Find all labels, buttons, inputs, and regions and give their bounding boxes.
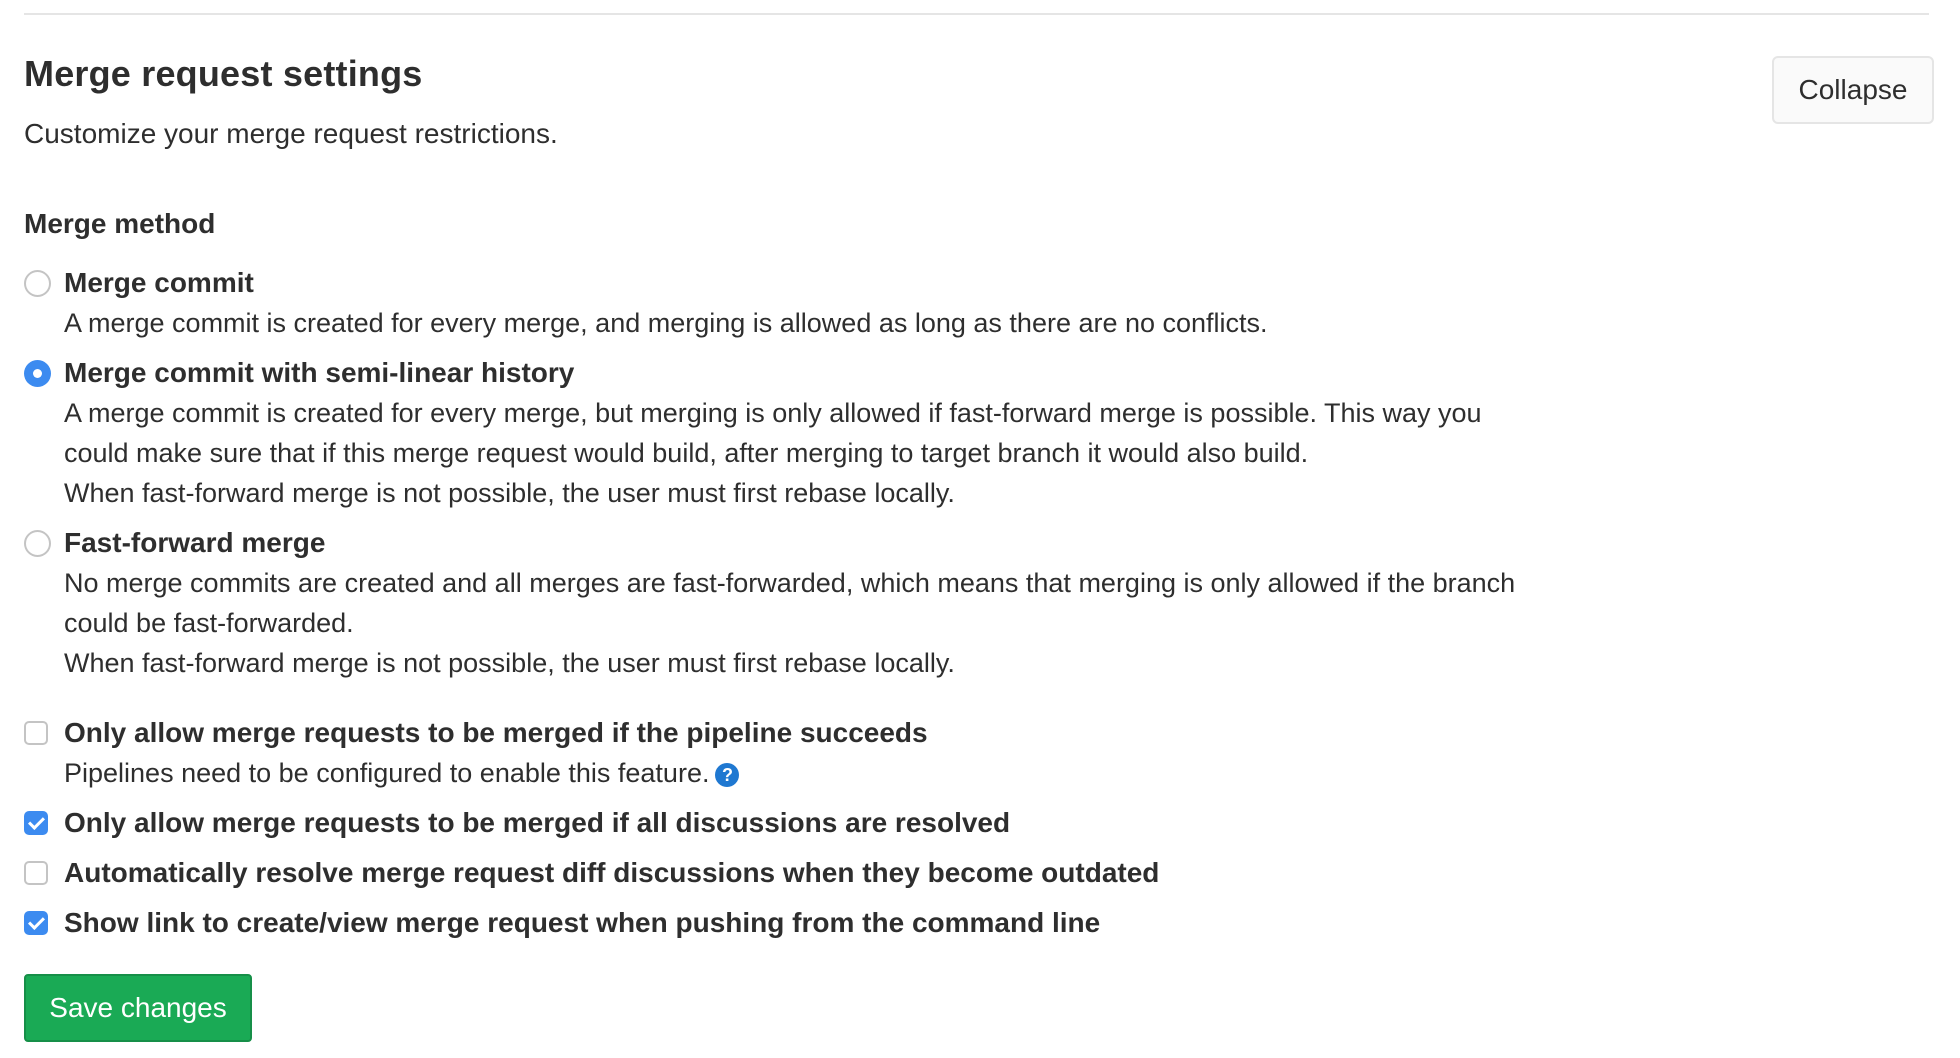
option-help-line: When fast-forward merge is not possible, the user must first rebase locally. bbox=[64, 478, 955, 508]
fast-forward-radio[interactable] bbox=[24, 530, 51, 557]
pipeline-succeeds-checkbox[interactable] bbox=[24, 721, 48, 745]
page-subtitle: Customize your merge request restrictions. bbox=[24, 118, 558, 149]
option-label[interactable]: Merge commit bbox=[64, 267, 254, 298]
option-help-line bbox=[64, 753, 1724, 793]
option-help-line: could be fast-forwarded. bbox=[64, 608, 354, 638]
save-changes-button[interactable]: Save changes bbox=[24, 974, 252, 1042]
page-title: Merge request settings bbox=[24, 53, 423, 94]
merge-method-label: Merge method bbox=[24, 208, 216, 239]
option-label[interactable]: Merge commit with semi-linear history bbox=[64, 357, 575, 388]
collapse-button[interactable]: Collapse bbox=[1772, 56, 1934, 124]
option-help-line: A merge commit is created for every merge, but merging is only allowed if fast-forward merge is possible. This way you bbox=[64, 398, 1482, 428]
option-text bbox=[64, 803, 1724, 843]
option-label[interactable]: Only allow merge requests to be merged if all discussions are resolved bbox=[64, 807, 1011, 838]
option-text bbox=[64, 523, 1724, 683]
discussions-resolved-checkbox[interactable] bbox=[24, 811, 48, 835]
option-help-line: A merge commit is created for every merge, and merging is allowed as long as there are no conflicts. bbox=[64, 308, 1268, 338]
semi-linear-radio[interactable] bbox=[24, 360, 51, 387]
show-link-checkbox[interactable] bbox=[24, 911, 48, 935]
option-help-line: When fast-forward merge is not possible, the user must first rebase locally. bbox=[64, 648, 955, 678]
option-label[interactable]: Only allow merge requests to be merged if the pipeline succeeds bbox=[64, 717, 928, 748]
option-label[interactable]: Fast-forward merge bbox=[64, 527, 326, 558]
option-text bbox=[64, 713, 1724, 793]
option-text bbox=[64, 263, 1724, 343]
option-help-line: could make sure that if this merge request would build, after merging to target branch it would also build. bbox=[64, 438, 1309, 468]
merge-method-option-semi-linear[interactable] bbox=[24, 353, 1724, 508]
question-circle-icon[interactable]: ? bbox=[715, 763, 739, 787]
option-label[interactable]: Show link to create/view merge request when pushing from the command line bbox=[64, 907, 1101, 938]
auto-resolve-outdated-checkbox[interactable] bbox=[24, 861, 48, 885]
merge-request-settings-panel bbox=[24, 0, 1934, 1058]
option-label[interactable]: Automatically resolve merge request diff discussions when they become outdated bbox=[64, 857, 1160, 888]
option-text bbox=[64, 353, 1724, 513]
option-text bbox=[64, 903, 1724, 943]
pipeline-help-text: Pipelines need to be configured to enable this feature. bbox=[64, 758, 710, 788]
option-text bbox=[64, 853, 1724, 893]
option-help-line: No merge commits are created and all merges are fast-forwarded, which means that merging is only allowed if the branch bbox=[64, 568, 1516, 598]
merge-commit-radio[interactable] bbox=[24, 270, 51, 297]
